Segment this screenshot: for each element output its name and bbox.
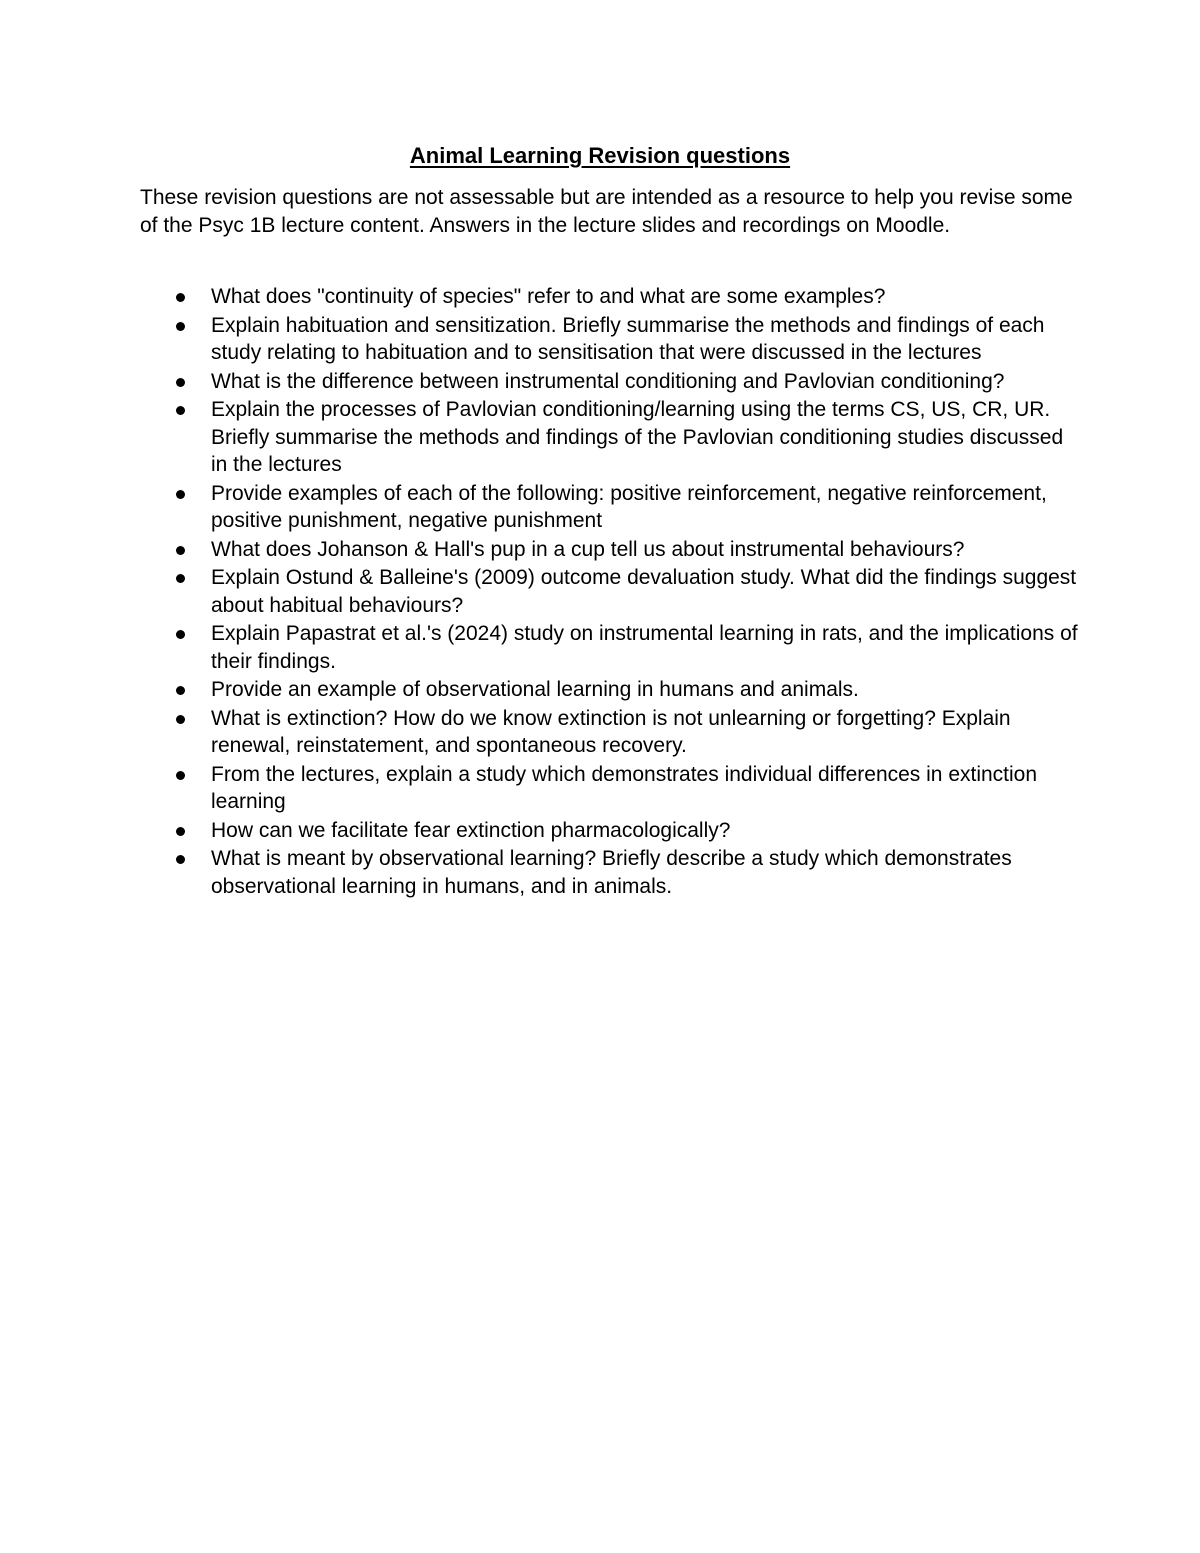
question-text: What does "continuity of species" refer to and what are some examples? [211, 285, 886, 308]
bullet-icon [176, 855, 185, 864]
question-text: Provide examples of each of the following: positive reinforcement, negative reinforcement, positive punishment, negative punishment [211, 481, 1047, 532]
bullet-icon [176, 827, 185, 836]
list-item [140, 536, 1080, 564]
bullet-icon [176, 293, 185, 302]
list-item [140, 312, 1080, 367]
bullet-icon [176, 378, 185, 387]
list-item [140, 368, 1080, 396]
question-text: Provide an example of observational learning in humans and animals. [211, 678, 859, 701]
question-text: What is extinction? How do we know extinction is not unlearning or forgetting? Explain renewal, reinstatement, and spontaneous recovery. [211, 706, 1011, 757]
question-text: How can we facilitate fear extinction pharmacologically? [211, 818, 731, 842]
question-text: From the lectures, explain a study which demonstrates individual differences in extinction learning [211, 762, 1038, 813]
question-text: What is meant by observational learning? Briefly describe a study which demonstrates observational learning in humans, and in animals. [211, 847, 1012, 898]
list-item [140, 705, 1080, 760]
question-text: Explain Papastrat et al.'s (2024) study on instrumental learning in rats, and the implications of their findings. [211, 622, 1078, 673]
bullet-icon [176, 630, 185, 639]
question-text: Explain Ostund & Balleine's (2009) outcome devaluation study. What did the findings suggest about habitual behaviours? [211, 566, 1077, 617]
question-text: What is the difference between instrumental conditioning and Pavlovian conditioning? [211, 369, 1005, 393]
list-item [140, 396, 1080, 479]
question-text: Explain habituation and sensitization. Briefly summarise the methods and findings of each study relating to habituation and to sensitisation that were discussed in the lectures [211, 313, 1045, 364]
bullet-icon [176, 546, 185, 555]
question-text: What does Johanson & Hall's pup in a cup tell us about instrumental behaviours? [211, 537, 965, 561]
bullet-icon [176, 771, 185, 780]
bullet-icon [176, 406, 185, 415]
bullet-icon [176, 322, 185, 331]
list-item [140, 845, 1080, 900]
list-item [140, 564, 1080, 619]
intro-paragraph: These revision questions are not assessable but are intended as a resource to help you revise some of the Psyc 1B lecture content. Answers in the lecture slides and recordings on Moodle. [140, 186, 1073, 237]
list-item [140, 480, 1080, 535]
bullet-icon [176, 574, 185, 583]
list-item [140, 676, 1080, 704]
list-item [140, 761, 1080, 816]
list-item [140, 620, 1080, 675]
bullet-icon [176, 715, 185, 724]
bullet-icon [176, 490, 185, 499]
page-title: Animal Learning Revision questions [409, 143, 791, 168]
list-item [140, 283, 1080, 311]
bullet-icon [176, 686, 185, 695]
list-item [140, 817, 1080, 845]
question-text: Explain the processes of Pavlovian conditioning/learning using the terms CS, US, CR, UR. Briefly summarise the methods and findings of the Pavlovian conditioning studies discussed in the lectures [211, 398, 1064, 476]
question-list [140, 283, 1080, 901]
